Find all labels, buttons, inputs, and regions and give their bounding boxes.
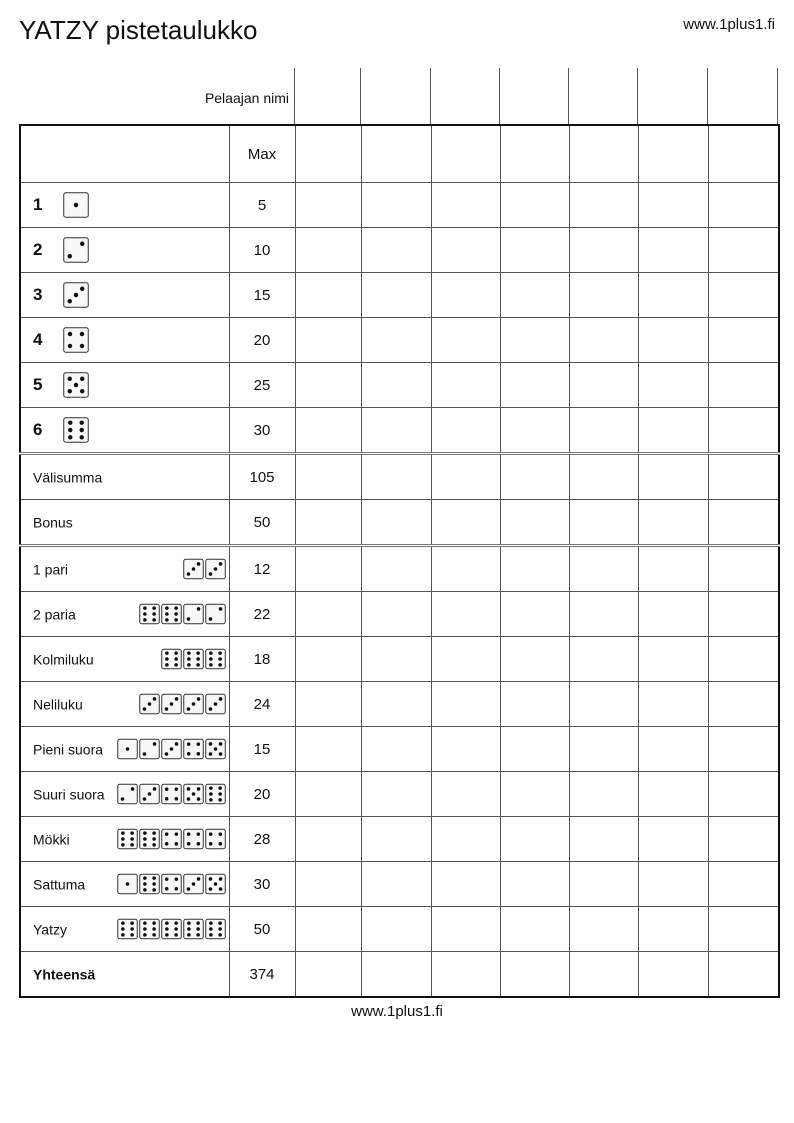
middle-row [20,500,779,546]
score-cell[interactable] [708,500,779,546]
die-face-6-icon [183,919,204,940]
score-cell[interactable] [361,907,431,952]
score-cell[interactable] [569,817,638,862]
score-cell[interactable] [638,408,708,454]
max-score: 20 [229,772,295,817]
row-label [20,228,229,273]
max-score: 374 [229,952,295,998]
score-cell[interactable] [295,318,361,363]
max-score: 18 [229,637,295,682]
score-cell[interactable] [569,183,638,228]
score-cell[interactable] [500,363,569,408]
dice-icon-group [139,604,226,625]
max-score: 30 [229,408,295,454]
die-face-2-icon [205,604,226,625]
score-cell[interactable] [569,228,638,273]
site-url-top: www.1plus1.fi [683,16,775,33]
score-cell[interactable] [295,408,361,454]
row-label-text: Bonus [33,514,73,531]
max-score: 25 [229,363,295,408]
lower-row [20,907,779,952]
row-label [20,592,229,637]
row-number: 1 [33,195,43,214]
score-cell[interactable] [361,500,431,546]
score-cell[interactable] [361,637,431,682]
row-label [20,727,229,772]
row-label [20,500,229,546]
score-cell[interactable] [708,637,779,682]
score-cell[interactable] [295,907,361,952]
player-name-cell[interactable] [637,68,708,124]
score-cell[interactable] [569,952,638,998]
row-label [20,682,229,727]
score-cell[interactable] [638,500,708,546]
score-cell[interactable] [361,727,431,772]
player-name-label: Pelaajan nimi [204,90,289,106]
die-face-3-icon [161,739,182,760]
dice-icon-group [183,559,226,580]
score-cell[interactable] [708,907,779,952]
max-score: 28 [229,817,295,862]
die-face-6-icon [117,919,138,940]
die-face-6-icon [161,649,182,670]
score-cell[interactable] [638,772,708,817]
lower-row [20,862,779,907]
score-cell[interactable] [295,637,361,682]
die-face-2-icon [117,784,138,805]
die-face-4-icon [205,829,226,850]
die-face-6-icon [139,874,160,895]
score-cell[interactable] [361,408,431,454]
score-cell[interactable] [638,907,708,952]
score-cell[interactable] [569,546,638,592]
die-face-3-icon [139,784,160,805]
player-name-cell[interactable] [499,68,569,124]
score-cell[interactable] [431,454,500,500]
header-blank [20,125,229,183]
lower-row [20,592,779,637]
score-cell[interactable] [361,125,431,183]
row-label-text: Sattuma [33,876,86,893]
score-cell[interactable] [500,592,569,637]
row-number: 2 [33,240,43,259]
score-cell[interactable] [431,817,500,862]
score-cell[interactable] [569,273,638,318]
max-header: Max [229,125,295,183]
die-face-6-icon [183,649,204,670]
die-face-6-icon [205,919,226,940]
score-cell[interactable] [361,817,431,862]
score-cell[interactable] [569,408,638,454]
score-cell[interactable] [431,228,500,273]
die-face-2-icon [183,604,204,625]
score-cell[interactable] [500,907,569,952]
page-title: YATZY pistetaulukko [19,15,258,45]
score-cell[interactable] [569,772,638,817]
die-face-4-icon [161,874,182,895]
score-cell[interactable] [500,817,569,862]
score-cell[interactable] [569,592,638,637]
score-cell[interactable] [638,682,708,727]
die-face-4-icon [63,327,89,353]
lower-row [20,682,779,727]
row-label [20,454,229,500]
die-face-5-icon [205,874,226,895]
score-cell[interactable] [708,682,779,727]
max-score: 24 [229,682,295,727]
score-cell[interactable] [708,363,779,408]
dice-icon-group [117,874,226,895]
die-face-6-icon [63,417,89,443]
max-score: 15 [229,273,295,318]
player-name-divider [777,68,778,124]
player-name-cell[interactable] [707,68,779,124]
score-cell[interactable] [500,228,569,273]
row-label [20,546,229,592]
score-cell[interactable] [569,318,638,363]
score-cell[interactable] [708,817,779,862]
score-cell[interactable] [500,772,569,817]
row-number: 3 [33,285,43,304]
max-score: 50 [229,500,295,546]
die-face-6-icon [161,919,182,940]
score-cell[interactable] [638,228,708,273]
score-cell[interactable] [361,363,431,408]
score-cell[interactable] [638,454,708,500]
score-cell[interactable] [708,183,779,228]
score-cell[interactable] [295,363,361,408]
score-cell[interactable] [708,273,779,318]
score-cell[interactable] [708,727,779,772]
score-cell[interactable] [500,682,569,727]
score-cell[interactable] [569,907,638,952]
score-cell[interactable] [431,682,500,727]
die-face-3-icon [161,694,182,715]
site-url-bottom: www.1plus1.fi [351,1003,443,1020]
row-label [20,817,229,862]
dice-icon-group [161,649,226,670]
score-cell[interactable] [638,817,708,862]
die-face-6-icon [161,604,182,625]
lower-row [20,637,779,682]
score-cell[interactable] [431,183,500,228]
upper-row [20,318,779,363]
die-face-1-icon [117,874,138,895]
die-face-4-icon [161,784,182,805]
die-face-3-icon [183,874,204,895]
die-face-5-icon [63,372,89,398]
max-score: 15 [229,727,295,772]
die-face-3-icon [205,694,226,715]
score-cell[interactable] [295,546,361,592]
score-cell[interactable] [431,592,500,637]
score-cell[interactable] [295,500,361,546]
lower-row [20,727,779,772]
max-score: 12 [229,546,295,592]
row-label [20,183,229,228]
lower-row [20,546,779,592]
score-cell[interactable] [431,363,500,408]
score-cell[interactable] [500,500,569,546]
score-cell[interactable] [500,727,569,772]
score-cell[interactable] [638,363,708,408]
die-face-6-icon [117,829,138,850]
score-cell[interactable] [638,125,708,183]
score-cell[interactable] [569,125,638,183]
score-cell[interactable] [638,183,708,228]
player-name-cell[interactable] [568,68,638,124]
score-cell[interactable] [500,952,569,998]
score-cell[interactable] [295,817,361,862]
upper-row [20,183,779,228]
row-label-text: Yatzy [33,921,67,938]
score-cell[interactable] [295,273,361,318]
dice-icon-group [117,829,226,850]
score-cell[interactable] [431,546,500,592]
player-name-cell[interactable] [430,68,500,124]
die-face-5-icon [183,784,204,805]
score-cell[interactable] [431,500,500,546]
lower-row [20,772,779,817]
score-cell[interactable] [431,907,500,952]
score-cell[interactable] [361,183,431,228]
dice-icon-group [117,919,226,940]
row-label-text: 1 pari [33,561,69,578]
die-face-6-icon [139,919,160,940]
score-cell[interactable] [431,637,500,682]
score-cell[interactable] [708,592,779,637]
score-cell[interactable] [638,592,708,637]
score-table [19,124,780,998]
die-face-3-icon [183,559,204,580]
score-cell[interactable] [361,592,431,637]
row-label [20,318,229,363]
score-cell[interactable] [431,318,500,363]
score-cell[interactable] [295,772,361,817]
score-cell[interactable] [361,318,431,363]
die-face-6-icon [139,604,160,625]
score-cell[interactable] [569,454,638,500]
dice-icon-group [117,784,226,805]
score-cell[interactable] [295,454,361,500]
score-cell[interactable] [569,637,638,682]
score-cell[interactable] [638,273,708,318]
score-cell[interactable] [569,500,638,546]
max-score: 22 [229,592,295,637]
total-label: Yhteensä [33,966,96,983]
score-cell[interactable] [500,454,569,500]
die-face-4-icon [183,739,204,760]
player-name-cell[interactable] [294,68,361,124]
score-cell[interactable] [361,772,431,817]
die-face-6-icon [205,784,226,805]
row-label [20,862,229,907]
upper-row [20,228,779,273]
score-cell[interactable] [295,228,361,273]
score-cell[interactable] [295,592,361,637]
score-cell[interactable] [569,682,638,727]
die-face-3-icon [183,694,204,715]
score-cell[interactable] [708,862,779,907]
header-row [20,125,779,183]
score-cell[interactable] [500,637,569,682]
score-cell[interactable] [500,546,569,592]
score-cell[interactable] [500,408,569,454]
max-score: 10 [229,228,295,273]
score-cell[interactable] [431,952,500,998]
die-face-4-icon [161,829,182,850]
row-label-text: Kolmiluku [33,651,94,668]
score-cell[interactable] [638,727,708,772]
max-score: 5 [229,183,295,228]
score-cell[interactable] [708,772,779,817]
die-face-4-icon [183,829,204,850]
die-icon-group [63,282,89,308]
die-icon-group [63,327,89,353]
score-cell[interactable] [295,727,361,772]
row-label [20,363,229,408]
score-cell[interactable] [295,952,361,998]
score-cell[interactable] [500,318,569,363]
die-face-2-icon [139,739,160,760]
die-icon-group [63,417,89,443]
score-cell[interactable] [431,862,500,907]
score-cell[interactable] [638,952,708,998]
middle-row [20,454,779,500]
row-label-text: 2 paria [33,606,76,623]
score-cell[interactable] [295,125,361,183]
die-icon-group [63,192,89,218]
score-cell[interactable] [638,318,708,363]
max-score: 30 [229,862,295,907]
player-name-row [19,68,778,124]
die-face-3-icon [139,694,160,715]
die-icon-group [63,237,89,263]
score-cell[interactable] [708,228,779,273]
score-cell[interactable] [361,454,431,500]
score-cell[interactable] [361,952,431,998]
score-cell[interactable] [569,363,638,408]
score-cell[interactable] [361,546,431,592]
score-cell[interactable] [569,862,638,907]
score-cell[interactable] [431,727,500,772]
score-cell[interactable] [708,952,779,998]
score-cell[interactable] [638,546,708,592]
score-cell[interactable] [431,408,500,454]
score-cell[interactable] [708,408,779,454]
score-cell[interactable] [431,125,500,183]
max-score: 50 [229,907,295,952]
upper-row [20,273,779,318]
row-number: 5 [33,375,43,394]
dice-icon-group [139,694,226,715]
score-cell[interactable] [708,546,779,592]
score-cell[interactable] [361,228,431,273]
score-cell[interactable] [638,862,708,907]
max-score: 20 [229,318,295,363]
die-face-2-icon [63,237,89,263]
row-label [20,273,229,318]
score-cell[interactable] [295,862,361,907]
row-label-text: Välisumma [33,469,103,486]
score-cell[interactable] [431,273,500,318]
dice-icon-group [117,739,226,760]
score-cell[interactable] [295,682,361,727]
score-cell[interactable] [431,772,500,817]
die-face-1-icon [63,192,89,218]
player-name-cell[interactable] [360,68,431,124]
upper-row [20,408,779,454]
row-label [20,637,229,682]
die-face-3-icon [205,559,226,580]
score-cell[interactable] [500,183,569,228]
score-cell[interactable] [361,862,431,907]
score-cell[interactable] [500,273,569,318]
row-label [20,408,229,454]
total-row [20,952,779,998]
row-number: 6 [33,420,43,439]
score-cell[interactable] [708,454,779,500]
row-label-text: Mökki [33,831,70,848]
score-cell[interactable] [569,727,638,772]
row-label [20,907,229,952]
row-label-text: Pieni suora [33,741,104,758]
score-cell[interactable] [361,682,431,727]
die-face-6-icon [139,829,160,850]
row-number: 4 [33,330,43,349]
row-label [20,772,229,817]
score-cell[interactable] [708,318,779,363]
die-icon-group [63,372,89,398]
score-cell[interactable] [708,125,779,183]
score-cell[interactable] [295,183,361,228]
row-label [20,952,229,998]
row-label-text: Suuri suora [33,786,105,803]
die-face-1-icon [117,739,138,760]
row-label-text: Neliluku [33,696,83,713]
score-cell[interactable] [500,862,569,907]
die-face-3-icon [63,282,89,308]
lower-row [20,817,779,862]
die-face-5-icon [205,739,226,760]
score-cell[interactable] [361,273,431,318]
die-face-6-icon [205,649,226,670]
max-score: 105 [229,454,295,500]
score-cell[interactable] [638,637,708,682]
score-cell[interactable] [500,125,569,183]
upper-row [20,363,779,408]
